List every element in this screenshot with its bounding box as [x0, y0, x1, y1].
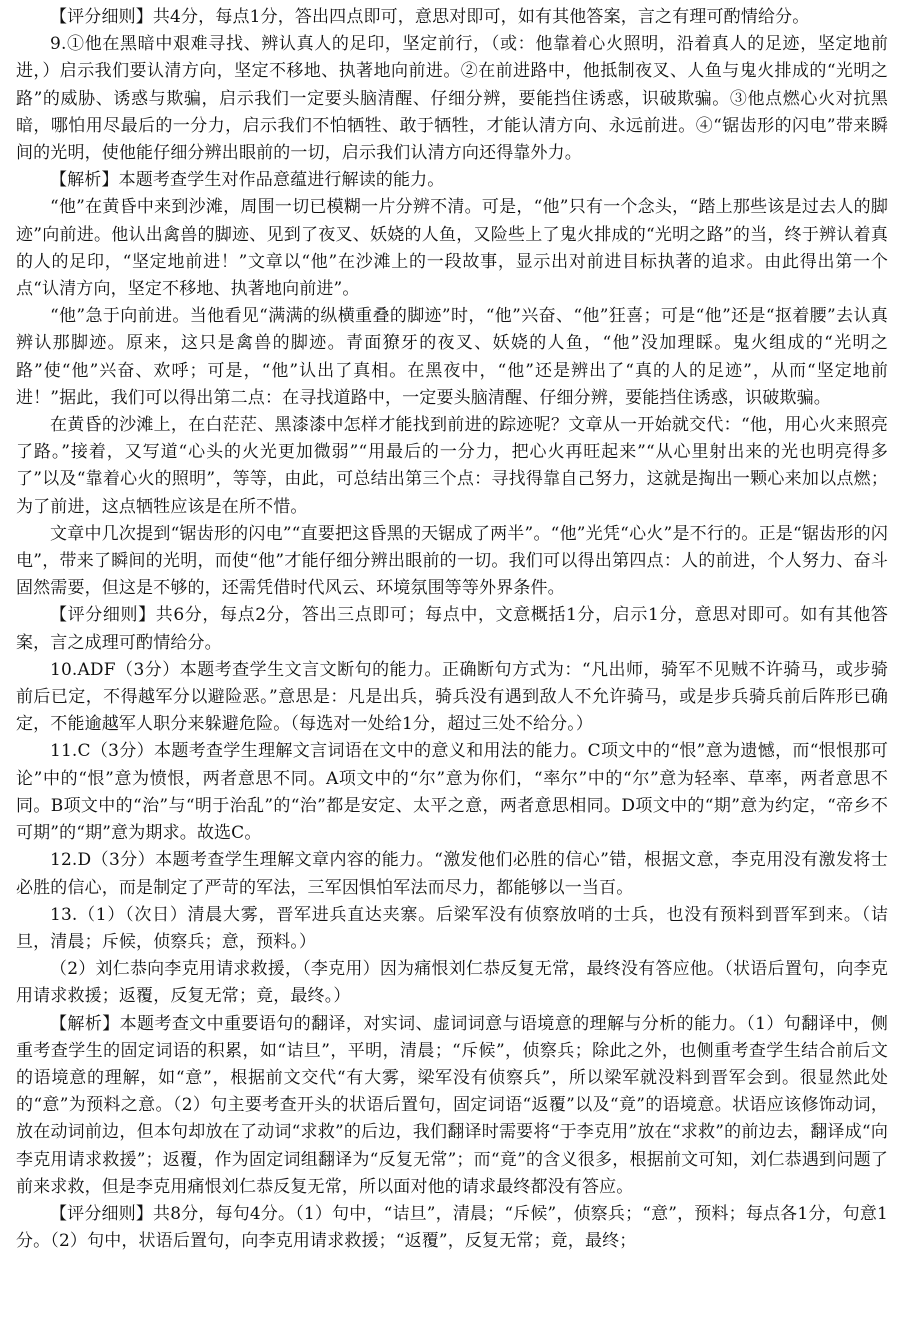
analysis-q13: 【解析】本题考查文中重要语句的翻译，对实词、虚词词意与语境意的理解与分析的能力。（1）句翻译中，侧重考查学生的固定词语的积累，如“诘旦”，平明，清晨；“斥候”，侦察兵；除此之外，也侧重考查学生结合前后文的语境意的理解，如“意”，根据前文交代“有大雾，梁军没有侦察兵”，所以梁军就没料到晋军会到。很显然此处的“意”为预料之意。（2）句主要考查开头的状语后置句，固定词语“返覆”以及“竟”的语境意。状语应该修饰动词，放在动词前边，但本句却放在了动词“求救”的后边，我们翻译时需要将“于李克用”放在“求救”的前边去，翻译成“向李克用请求救援”；返覆，作为固定词组翻译为“反复无常”；而“竟”的含义很多，根据前文可知，刘仁恭遇到问题了前来求救，但是李克用痛恨刘仁恭反复无常，所以面对他的请求最终都没有答应。	[16, 1013, 888, 1197]
answer-q12: 12.D（3分）本题考查学生理解文章内容的能力。“激发他们必胜的信心”错，根据文意，李克用没有激发将士必胜的信心，而是制定了严苛的军法，三军因惧怕军法而尽力，都能够以一当百。	[16, 850, 888, 898]
grading-rubric-q8: 【评分细则】共4分，每点1分，答出四点即可，意思对即可，如有其他答案，言之有理可酌情给分。	[50, 7, 810, 27]
grading-rubric-q9: 【评分细则】共6分，每点2分，答出三点即可；每点中，文意概括1分，启示1分，意思对即可。如有其他答案，言之成理可酌情给分。	[16, 605, 888, 653]
analysis-q9-heading: 【解析】本题考查学生对作品意蕴进行解读的能力。	[50, 170, 445, 191]
answer-q13-part1: 13.（1）（次日）清晨大雾，晋军进兵直达夹寨。后梁军没有侦察放哨的士兵，也没有预料到晋军到来。（诘旦，清晨；斥候，侦察兵；意，预料。）	[16, 904, 888, 952]
analysis-q9-point2: “他”急于向前进。当他看见“满满的纵横重叠的脚迹”时，“他”兴奋、“他”狂喜；可是“他”还是“抠着腰”去认真辨认那脚迹。原来，这只是禽兽的脚迹。青面獠牙的夜叉、妖娆的人鱼，“他”没加理睬。鬼火组成的“光明之路”使“他”兴奋、欢呼；可是，“他”认出了真相。在黑夜中，“他”还是辨出了“真的人的足迹”，从而“坚定地前进！”据此，我们可以得出第二点：在寻找道路中，一定要头脑清醒、仔细分辨，要能挡住诱惑，识破欺骗。	[16, 306, 888, 408]
analysis-q9-point4: 文章中几次提到“锯齿形的闪电”“直要把这昏黑的天锯成了两半”。“他”光凭“心火”是不行的。正是“锯齿形的闪电”，带来了瞬间的光明，而使“他”才能仔细分辨出眼前的一切。我们可以得出第四点：人的前进，个人努力、奋斗固然需要，但这是不够的，还需凭借时代风云、环境氛围等等外界条件。	[16, 523, 888, 599]
answer-key-page	[16, 4, 888, 1255]
analysis-q9-point3: 在黄昏的沙滩上，在白茫茫、黑漆漆中怎样才能找到前进的踪迹呢？文章从一开始就交代：“他，用心火来照亮了路。”接着，又写道“心头的火光更加微弱”“用最后的一分力，把心火再旺起来”“从心里射出来的光也明亮得多了”以及“靠着心火的照明”，等等，由此，可总结出第三个点：寻找得靠自己努力，这就是掏出一颗心来加以点燃；为了前进，这点牺牲应该是在所不惜。	[16, 415, 888, 517]
answer-q13-part2: （2）刘仁恭向李克用请求救援，（李克用）因为痛恨刘仁恭反复无常，最终没有答应他。（状语后置句，向李克用请求救援；返覆，反复无常；竟，最终。）	[16, 959, 888, 1007]
grading-rubric-q13: 【评分细则】共8分，每句4分。（1）句中，“诘旦”，清晨；“斥候”，侦察兵；“意”，预料；每点各1分，句意1分。（2）句中，状语后置句，向李克用请求救援；“返覆”，反复无常；竟，最终；	[16, 1203, 888, 1252]
analysis-q9-point1: “他”在黄昏中来到沙滩，周围一切已模糊一片分辨不清。可是，“他”只有一个念头，“踏上那些该是过去人的脚迹”向前进。他认出禽兽的脚迹、见到了夜叉、妖娆的人鱼，又险些上了鬼火排成的“光明之路”的当，终于辨认着真的人的足印，“坚定地前进！”文章以“他”在沙滩上的一段故事，显示出对前进目标执著的追求。由此得出第一个点“认清方向，坚定不移地、执著地向前进”。	[16, 197, 888, 300]
answer-q9: 9.①他在黑暗中艰难寻找、辨认真人的足印，坚定前行，（或：他靠着心火照明，沿着真人的足迹，坚定地前进，）启示我们要认清方向，坚定不移地、执著地向前进。②在前进路中，他抵制夜叉、人鱼与鬼火排成的“光明之路”的威胁、诱惑与欺骗，启示我们一定要头脑清醒、仔细分辨，要能挡住诱惑，识破欺骗。③他点燃心火对抗黑暗，哪怕用尽最后的一分力，启示我们不怕牺牲、敢于牺牲，才能认清方向、永远前进。④“锯齿形的闪电”带来瞬间的光明，使他能仔细分辨出眼前的一切，启示我们认清方向还得靠外力。	[16, 34, 888, 164]
answer-q10: 10.ADF（3分）本题考查学生文言文断句的能力。正确断句方式为：“凡出师，骑军不见贼不许骑马，或步骑前后已定，不得越军分以避险恶。”意思是：凡是出兵，骑兵没有遇到敌人不允许骑马，或是步兵骑兵前后阵形已确定，不能逾越军人职分来躲避危险。（每选对一处给1分，超过三处不给分。）	[16, 659, 888, 735]
answer-q11: 11.C（3分）本题考查学生理解文言词语在文中的意义和用法的能力。C项文中的“恨”意为遗憾，而“恨恨那可论”中的“恨”意为愤恨，两者意思不同。A项文中的“尔”意为你们，“率尔”中的“尔”意为轻率、草率，两者意思不同。B项文中的“治”与“明于治乱”的“治”都是安定、太平之意，两者意思相同。D项文中的“期”意为约定，“帝乡不可期”的“期”意为期求。故选C。	[16, 741, 888, 844]
